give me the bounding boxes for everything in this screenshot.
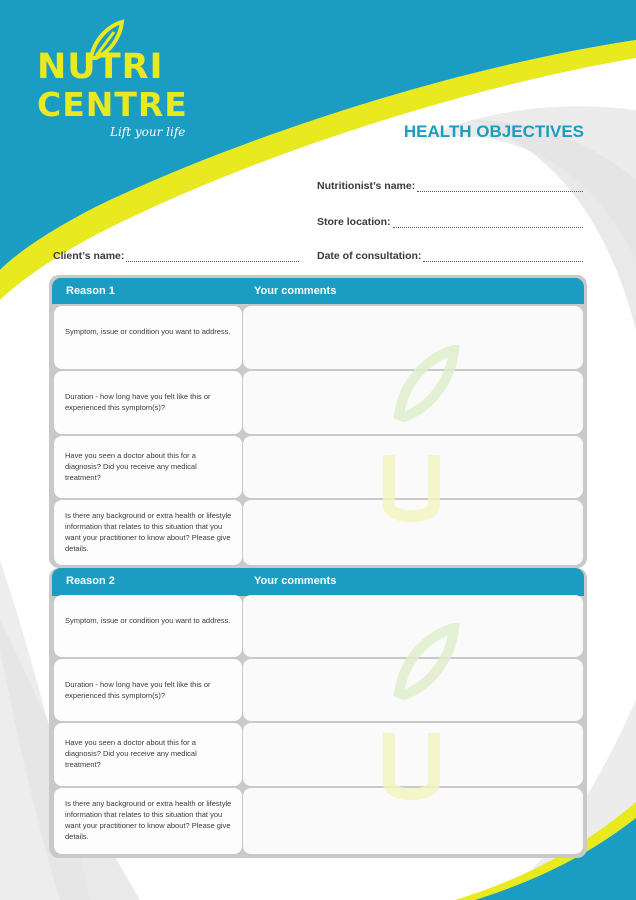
question-text: Duration - how long have you felt like this or experienced this symptom(s)? bbox=[65, 392, 211, 412]
nutritionist-name-field[interactable] bbox=[317, 180, 583, 192]
reason-2-comment-1[interactable] bbox=[243, 595, 583, 657]
consultation-date-line[interactable] bbox=[423, 252, 583, 262]
reason-2-panel bbox=[49, 568, 587, 858]
consultation-date-label: Date of consultation: bbox=[317, 250, 422, 262]
reason-1-comments-title: Your comments bbox=[254, 285, 337, 297]
reason-2-comment-2[interactable] bbox=[243, 659, 583, 721]
reason-2-header bbox=[52, 568, 584, 596]
reason-1-panel bbox=[49, 275, 587, 568]
consultation-date-field[interactable] bbox=[317, 250, 583, 262]
reason-1-question-4 bbox=[54, 500, 242, 565]
client-name-line[interactable] bbox=[126, 252, 299, 262]
reason-2-question-3 bbox=[54, 723, 242, 786]
client-name-label: Client’s name: bbox=[53, 250, 125, 262]
reason-2-comment-4[interactable] bbox=[243, 788, 583, 854]
store-location-line[interactable] bbox=[393, 218, 583, 228]
reason-1-header bbox=[52, 278, 584, 304]
brand-name-line1: NUTRI bbox=[37, 47, 164, 87]
nutritionist-name-label: Nutritionist’s name: bbox=[317, 180, 416, 192]
reason-1-comment-2[interactable] bbox=[243, 371, 583, 434]
reason-1-comment-1[interactable] bbox=[243, 306, 583, 369]
store-location-field[interactable] bbox=[317, 216, 583, 228]
reason-2-question-1 bbox=[54, 595, 242, 657]
reason-1-comment-3[interactable] bbox=[243, 436, 583, 498]
reason-2-comments-title: Your comments bbox=[254, 575, 337, 587]
client-name-field[interactable] bbox=[53, 250, 299, 262]
question-text: Is there any background or extra health or lifestyle information that relates to this situation that you want your practitioner to know about? Please give details. bbox=[65, 799, 232, 841]
question-text: Duration - how long have you felt like this or experienced this symptom(s)? bbox=[65, 680, 211, 700]
reason-1-question-3 bbox=[54, 436, 242, 498]
reason-2-comment-3[interactable] bbox=[243, 723, 583, 786]
reason-2-question-4 bbox=[54, 788, 242, 854]
store-location-label: Store location: bbox=[317, 216, 391, 228]
nutritionist-name-line[interactable] bbox=[417, 182, 583, 192]
brand-tagline: Lift your life bbox=[110, 125, 186, 139]
reason-1-title: Reason 1 bbox=[66, 285, 115, 297]
brand-name-line2: CENTRE bbox=[37, 85, 188, 124]
page-title: HEALTH OBJECTIVES bbox=[403, 122, 584, 141]
reason-1-comment-4[interactable] bbox=[243, 500, 583, 565]
question-text: Have you seen a doctor about this for a diagnosis? Did you receive any medical treatment? bbox=[65, 451, 197, 482]
question-text: Symptom, issue or condition you want to address. bbox=[65, 616, 231, 625]
question-text: Have you seen a doctor about this for a diagnosis? Did you receive any medical treatment? bbox=[65, 738, 197, 769]
reason-1-question-1 bbox=[54, 306, 242, 369]
question-text: Is there any background or extra health or lifestyle information that relates to this situation that you want your practitioner to know about? Please give details. bbox=[65, 511, 232, 553]
question-text: Symptom, issue or condition you want to address. bbox=[65, 327, 231, 336]
reason-2-question-2 bbox=[54, 659, 242, 721]
reason-1-question-2 bbox=[54, 371, 242, 434]
reason-2-title: Reason 2 bbox=[66, 575, 115, 587]
